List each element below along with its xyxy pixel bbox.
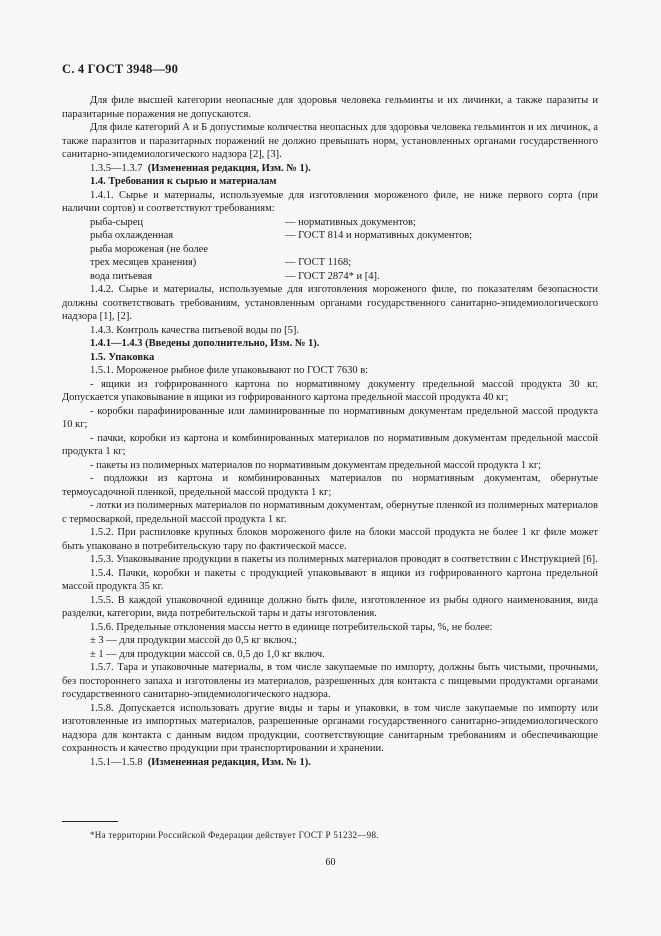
requirement-item: рыба охлажденная — [90, 230, 174, 241]
list-item: - подложки из картона и комбинированных материалов по нормативным документам, обернутые термоусадочной пленкой, предельной массой продукта 1 кг; — [62, 473, 598, 498]
requirement-item: трех месяцев хранения) — [90, 257, 197, 268]
amendment-note — [62, 162, 598, 176]
requirement-row — [62, 270, 598, 284]
footnote: *На территории Российской Федерации действует ГОСТ Р 51232—98. — [90, 830, 379, 840]
body-text — [62, 94, 598, 769]
paragraph: 1.4.1. Сырье и материалы, используемые для изготовления мороженого филе, не ниже первого сорта (при наличии сортов) и соответствуют требованиям: — [62, 189, 598, 214]
requirement-row — [62, 256, 598, 270]
paragraph: 1.5.5. В каждой упаковочной единице должно быть филе, изготовленное из рыбы одного наименования, вида разделки, категории, вида потребительской тары и даты изготовления. — [62, 594, 598, 619]
amendment-note: 1.4.1—1.4.3 (Введены дополнительно, Изм. № 1). — [90, 338, 320, 349]
page-header: С. 4 ГОСТ 3948—90 — [62, 62, 179, 76]
paragraph: 1.5.8. Допускается использовать другие виды и тары и упаковки, в том числе закупаемые по импорту или изготовленные из импортных материалов, разрешенные органами государственного санитарно-эпидемиологического надзора для контакта с данным видом продукции, соответствующие санитарным требованиям и обеспечивающие сохранность и качество продукции при транспортировании и хранении. — [62, 702, 598, 754]
paragraph: 1.5.4. Пачки, коробки и пакеты с продукцией упаковывают в ящики из гофрированного картона предельной массой продукта 35 кг. — [62, 567, 598, 592]
requirement-ref: — ГОСТ 814 и нормативных документов; — [285, 230, 473, 241]
requirement-item: вода питьевая — [90, 270, 153, 282]
list-item: - лотки из полимерных материалов по нормативным документам, обернутые пленкой из полимерных материалов с термосваркой, предельной массой продукта 1 кг. — [62, 500, 598, 525]
requirement-ref: — нормативных документов; — [285, 216, 416, 228]
requirement-row — [62, 229, 598, 243]
paragraph: 1.5.3. Упаковывание продукции в пакеты из полимерных материалов проводят в соответствии с Инструкцией [6]. — [90, 554, 598, 565]
section-heading: 1.5. Упаковка — [90, 351, 155, 363]
requirement-row — [62, 216, 598, 230]
section-heading: 1.4. Требования к сырью и материалам — [90, 176, 277, 187]
footnote-divider — [62, 821, 118, 822]
list-item: - коробки парафинированные или ламинированные по нормативным документам предельной массой продукта 10 кг; — [62, 405, 598, 430]
page-number: 60 — [325, 857, 336, 868]
paragraph: 1.5.6. Предельные отклонения массы нетто в единице потребительской тары, %, не более: — [90, 621, 493, 633]
clause-range: 1.3.5—1.3.7 — [90, 162, 143, 174]
paragraph: Для филе категорий А и Б допустимые количества неопасных для здоровья человека гельминтов и их личинок, а также паразитов и паразитарных поражений не должно превышать норм, установленных органами государственного санитарно-эпидемиологического надзора [2], [3]. — [62, 122, 598, 160]
tolerance-item: ± 3 — для продукции массой до 0,5 кг включ.; — [90, 635, 298, 646]
paragraph: Для филе высшей категории неопасные для здоровья человека гельминты и их личинки, а также паразиты и паразитарные поражения не допускаются. — [62, 95, 598, 120]
paragraph: 1.5.1. Мороженое рыбное филе упаковывают по ГОСТ 7630 в: — [90, 365, 369, 376]
amendment-label: (Измененная редакция, Изм. № 1). — [147, 756, 311, 768]
amendment-note — [62, 756, 598, 770]
paragraph: 1.4.2. Сырье и материалы, используемые для изготовления мороженого филе, по показателям безопасности должны соответствовать требованиям, установленным органами государственного санитарно-эпидемиологического надзора [1], [2]. — [62, 284, 598, 322]
amendment-label: (Измененная редакция, Изм. № 1). — [147, 162, 311, 174]
requirements-list — [62, 216, 598, 284]
list-item: - пакеты из полимерных материалов по нормативным документам предельной массой продукта 1 кг; — [90, 459, 542, 471]
requirement-ref: — ГОСТ 2874* и [4]. — [285, 270, 380, 282]
requirement-row — [62, 243, 598, 257]
paragraph: 1.5.2. При распиловке крупных блоков мороженого филе на блоки массой продукта не более 1 кг филе может быть упаковано в потребительскую тару по фактической массе. — [62, 527, 598, 552]
paragraph: 1.4.3. Контроль качества питьевой воды по [5]. — [90, 324, 299, 336]
requirement-item: рыба-сырец — [90, 216, 144, 228]
list-item: - ящики из гофрированного картона по нормативному документу предельной массой продукта 30 кг. Допускается упаковывание в ящики из гофрированного картона предельной массой продукта 40 кг; — [62, 378, 598, 403]
requirement-item: рыба мороженая (не более — [90, 243, 208, 255]
paragraph: 1.5.7. Тара и упаковочные материалы, в том числе закупаемые по импорту, должны быть чистыми, прочными, без постороннего запаха и изготовлены из материалов, разрешенных для контакта с пищевыми продуктами органами государственного санитарно-эпидемиологического надзора. — [62, 662, 598, 700]
tolerance-item: ± 1 — для продукции массой св. 0,5 до 1,0 кг включ. — [90, 648, 325, 660]
clause-range: 1.5.1—1.5.8 — [90, 756, 143, 768]
list-item: - пачки, коробки из картона и комбинированных материалов по нормативным документам предельной массой продукта 1 кг; — [62, 432, 598, 457]
requirement-ref: — ГОСТ 1168; — [285, 257, 352, 268]
requirement-ref — [285, 243, 598, 257]
